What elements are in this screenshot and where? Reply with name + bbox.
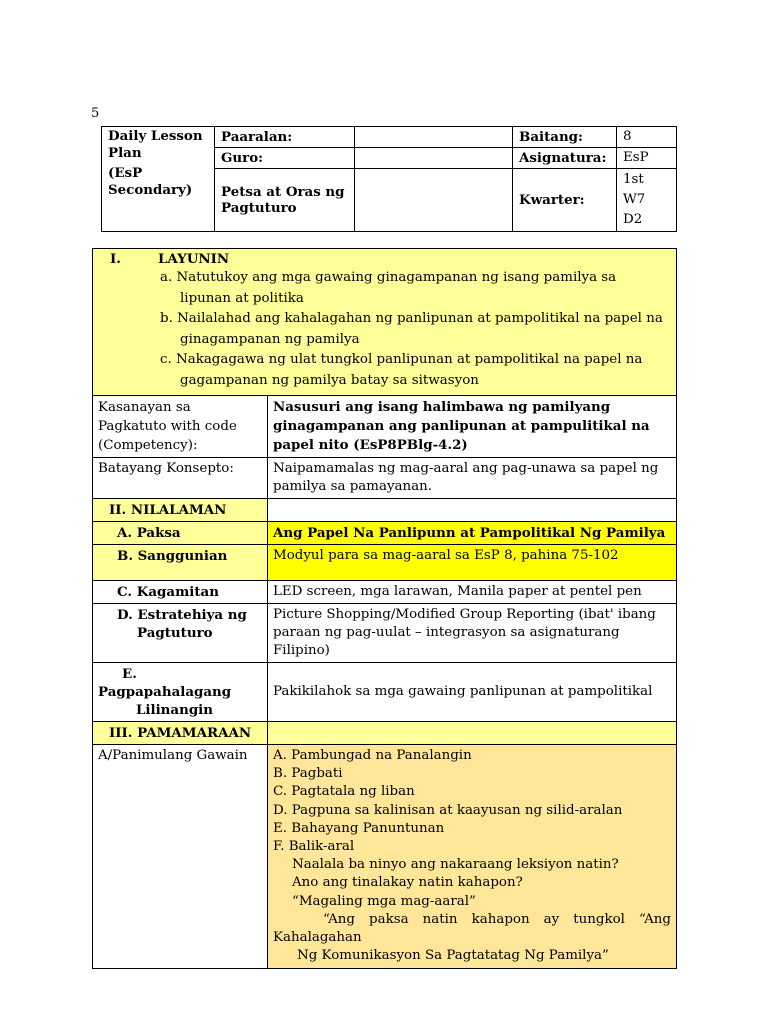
concept-label: Batayang Konsepto: xyxy=(93,458,268,499)
reference-label: B. Sanggunian xyxy=(93,545,268,581)
strategy-label xyxy=(93,604,268,663)
content-heading-blank xyxy=(268,499,677,522)
subject-value: EsP xyxy=(617,148,677,169)
review-line: Naalala ba ninyo ang nakaraang leksiyon natin? xyxy=(292,857,619,873)
section-title: LAYUNIN xyxy=(158,251,230,267)
materials-label: C. Kagamitan xyxy=(93,581,268,604)
values-value: Pakikilahok sa mga gawaing panlipunan at pampolitikal xyxy=(268,663,677,722)
review-line: “Magaling mga mag-aaral” xyxy=(292,893,476,909)
quarter-value: 1st xyxy=(623,172,644,187)
competency-label: Kasanayan sa Pagkatuto with code (Competency): xyxy=(93,396,268,458)
values-label-line: Lilinangin xyxy=(136,702,214,718)
review-quote: “Ang paksa natin kahapon ay tungkol “Ang Kahalagahan xyxy=(273,911,671,946)
step-item: C. Pagtatala ng liban xyxy=(273,784,415,800)
procedure-heading-blank xyxy=(268,722,677,745)
review-line: Ano ang tinalakay natin kahapon? xyxy=(292,875,523,891)
activity-steps xyxy=(268,745,677,969)
quarter-value-cell xyxy=(617,169,677,232)
content-heading xyxy=(93,499,268,522)
quarter-week: W7 xyxy=(623,192,646,207)
values-label xyxy=(93,663,268,722)
plan-title-line: (EsP xyxy=(108,165,143,181)
page-number: 5 xyxy=(91,106,100,121)
objectives-heading xyxy=(98,251,671,268)
reference-value: Modyul para sa mag-aaral sa EsP 8, pahina 75-102 xyxy=(268,545,677,581)
section-number: I. xyxy=(110,251,121,267)
date-label: Petsa at Oras ng Pagtuturo xyxy=(215,169,355,232)
plan-title-line: Plan xyxy=(108,144,142,161)
procedure-heading xyxy=(93,722,268,745)
quarter-day: D2 xyxy=(623,212,643,227)
materials-value: LED screen, mga larawan, Manila paper at pentel pen xyxy=(268,581,677,604)
lesson-plan-body-table xyxy=(92,248,677,969)
topic-value: Ang Papel Na Panlipunn at Pampolitikal Ng Pamilya xyxy=(268,522,677,545)
date-value xyxy=(355,169,513,232)
content-title: II. NILALAMAN xyxy=(109,502,227,518)
strategy-value: Picture Shopping/Modified Group Reporting (ibat' ibang paraan ng pag-uulat – integrasyon sa asignaturang Filipino) xyxy=(268,604,677,663)
grade-value: 8 xyxy=(617,127,677,148)
step-item: A. Pambungad na Panalangin xyxy=(273,748,472,763)
teacher-value xyxy=(355,148,513,169)
procedure-title: III. PAMAMARAAN xyxy=(109,725,252,741)
step-item: B. Pagbati xyxy=(273,766,343,782)
strategy-label-line: D. Estratehiya ng xyxy=(117,607,247,623)
values-label-line: Pagpapahalagang xyxy=(98,684,232,700)
step-item: F. Balik-aral xyxy=(273,839,355,855)
school-value xyxy=(355,127,513,148)
school-label: Paaralan: xyxy=(215,127,355,148)
objectives-section xyxy=(93,249,677,396)
subject-label: Asignatura: xyxy=(513,148,617,169)
review-quote-continued: Ng Komunikasyon Sa Pagtatatag Ng Pamilya” xyxy=(297,948,609,964)
lesson-plan-header-table xyxy=(101,126,677,232)
plan-title-cell xyxy=(102,127,215,232)
quarter-label: Kwarter: xyxy=(513,169,617,232)
objective-item: c. Nakagagawa ng ulat tungkol panlipunan at pampolitikal na papel na gagampanan ng pamilya batay sa sitwasyon xyxy=(160,352,643,388)
concept-value: Naipamamalas ng mag-aaral ang pag-unawa sa papel ng pamilya sa pamayanan. xyxy=(268,458,677,499)
plan-title-line: Daily Lesson xyxy=(108,128,203,144)
step-item: D. Pagpuna sa kalinisan at kaayusan ng silid-aralan xyxy=(273,802,623,818)
topic-label: A. Paksa xyxy=(93,522,268,545)
teacher-label: Guro: xyxy=(215,148,355,169)
objective-item: b. Nailalahad ang kahalagahan ng panlipunan at pampolitikal na papel na ginagampanan ng pamilya xyxy=(160,311,663,347)
strategy-label-line: Pagtuturo xyxy=(137,625,213,641)
grade-label: Baitang: xyxy=(513,127,617,148)
activity-label: A/Panimulang Gawain xyxy=(93,745,268,969)
objectives-list xyxy=(98,268,671,391)
plan-title-line: Secondary) xyxy=(108,181,193,198)
competency-value: Nasusuri ang isang halimbawa ng pamilyang ginagampanan ang panlipunan at pampulitikal na papel nito (EsP8PBlg-4.2) xyxy=(268,396,677,458)
objective-item: a. Natutukoy ang mga gawaing ginagampanan ng isang pamilya sa lipunan at politika xyxy=(160,270,617,306)
values-label-line: E. xyxy=(122,666,137,682)
step-item: E. Bahayang Panuntunan xyxy=(273,820,445,836)
